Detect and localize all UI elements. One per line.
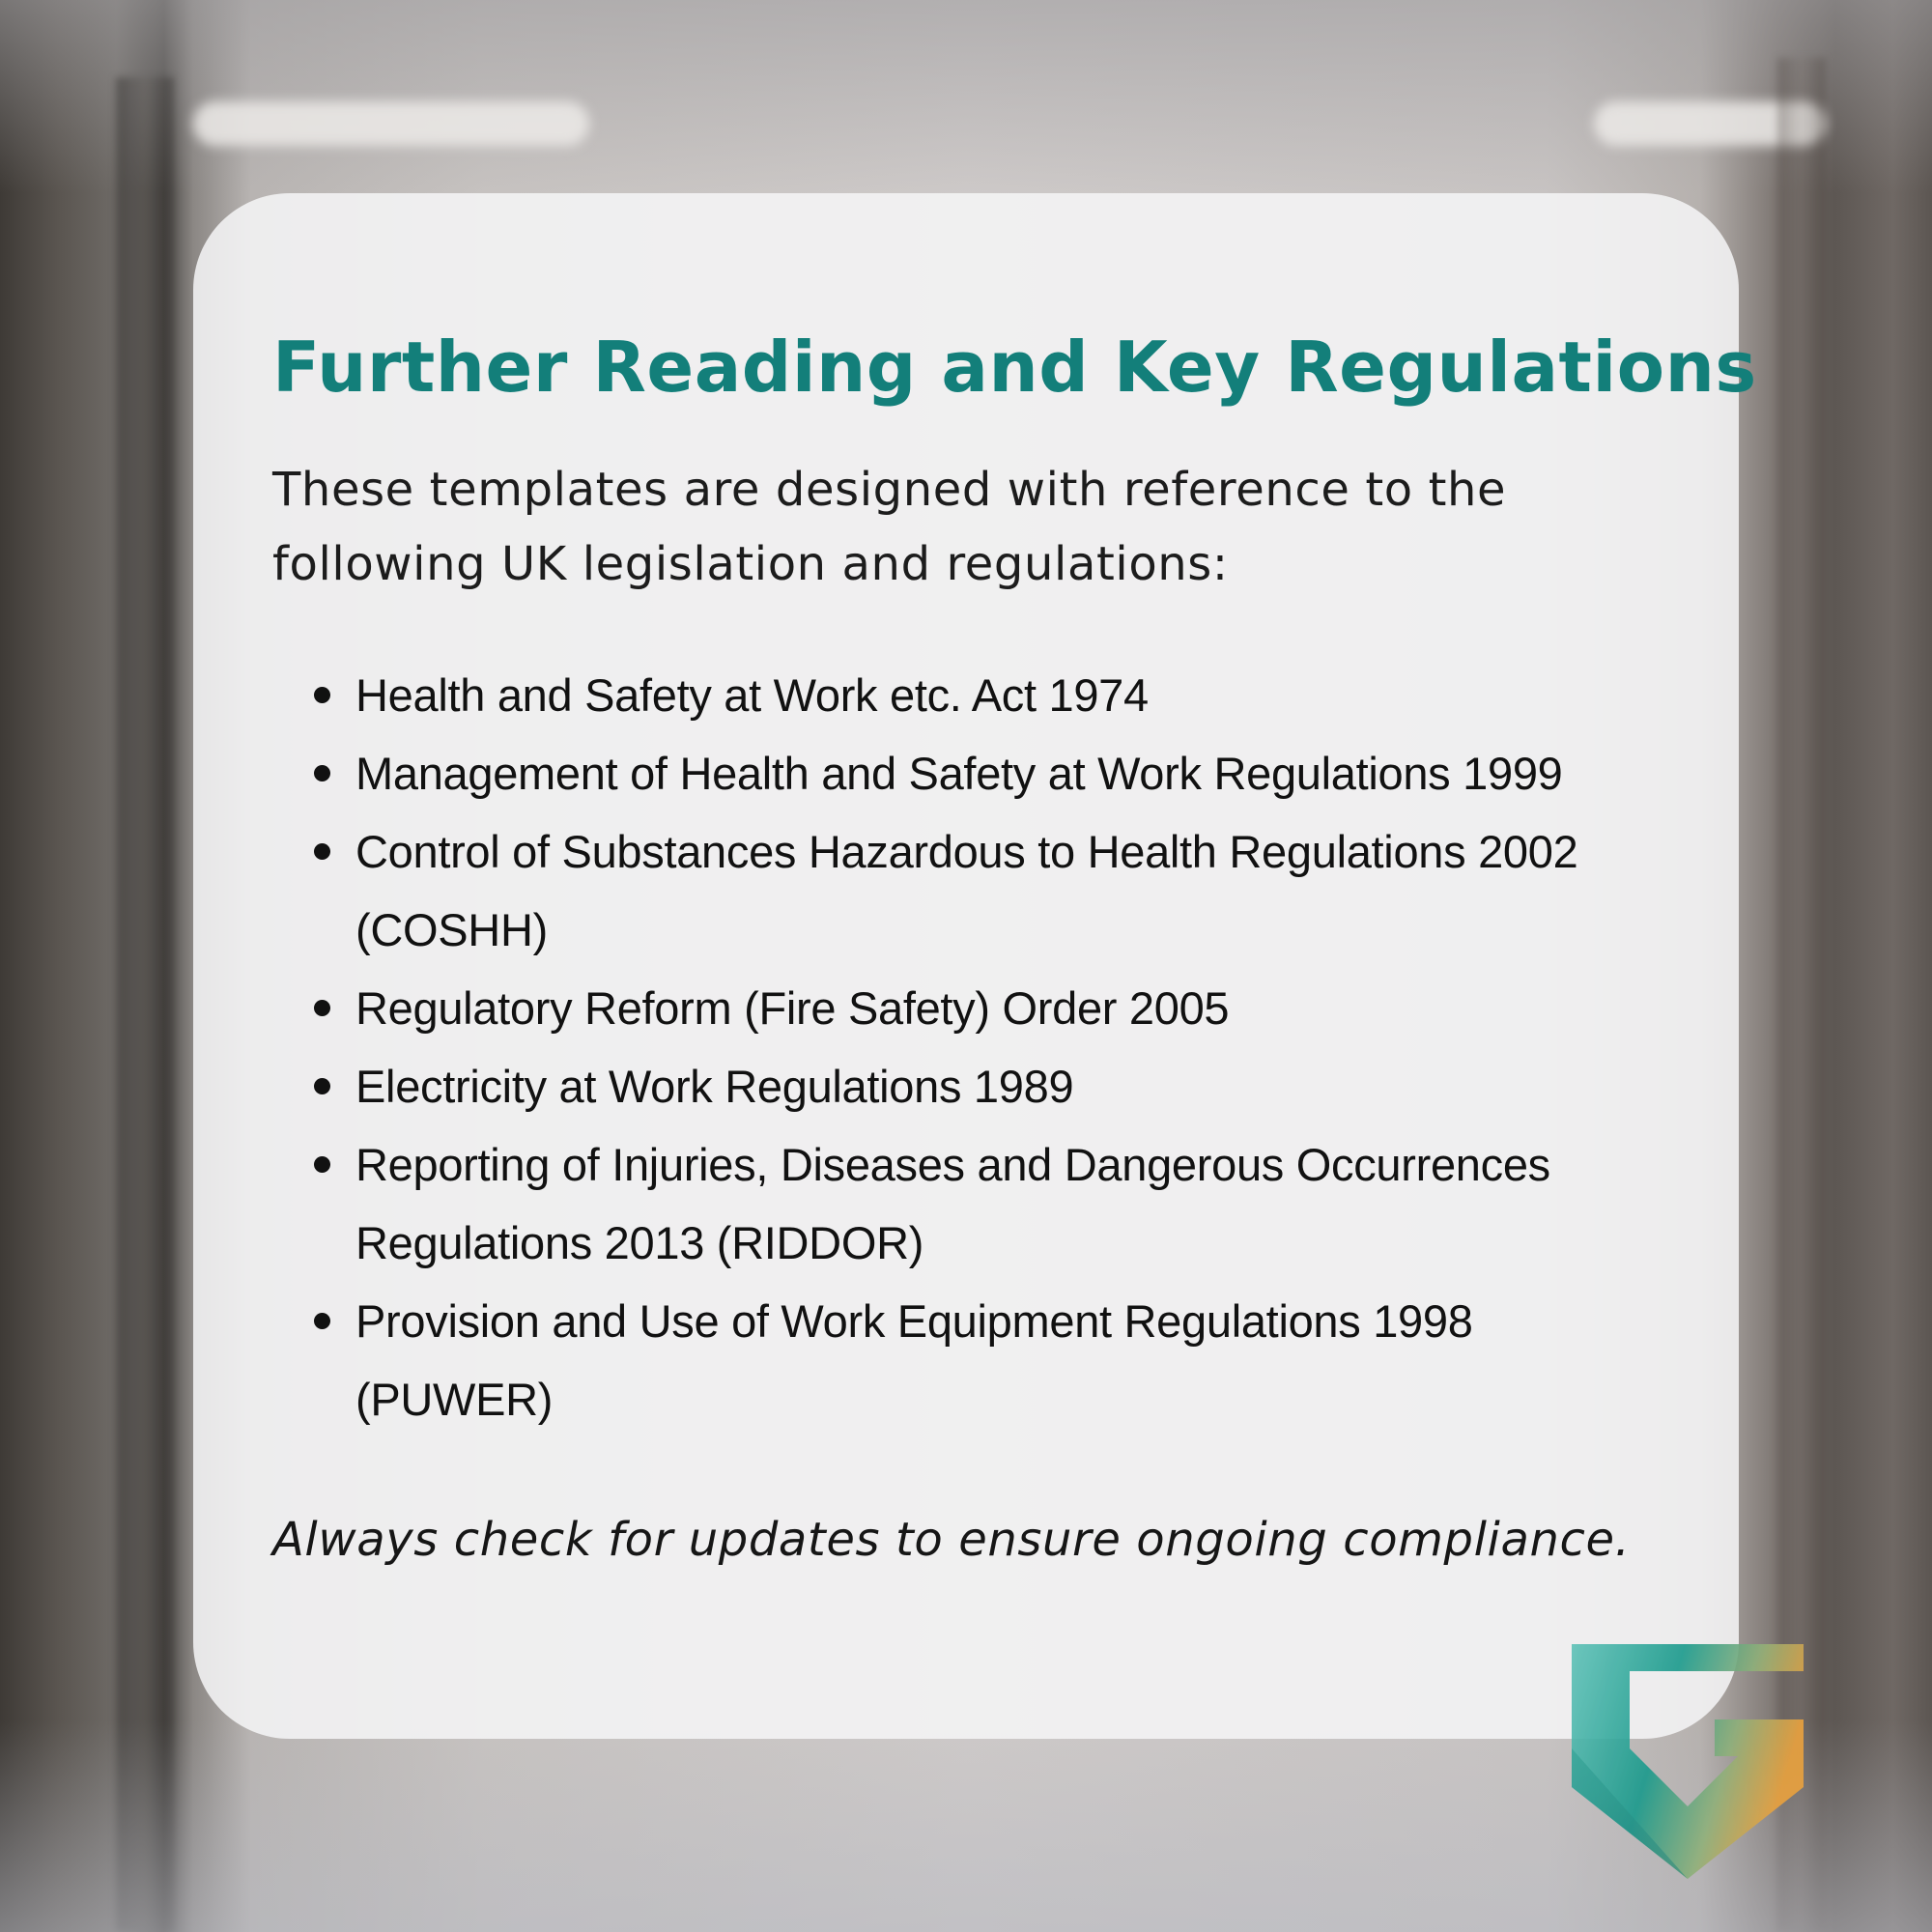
bullet-icon <box>314 1078 330 1094</box>
bullet-icon <box>314 1000 330 1016</box>
regulation-label: Control of Substances Hazardous to Health Regulations 2002 (COSHH) <box>355 826 1578 955</box>
list-item <box>272 734 1662 812</box>
regulation-label: Provision and Use of Work Equipment Regulations 1998 (PUWER) <box>355 1295 1473 1425</box>
list-item <box>272 1282 1662 1438</box>
ceiling-shade <box>0 0 1932 193</box>
intro-text: These templates are designed with reference to the following UK legislation and regulations: <box>272 463 1507 591</box>
bullet-icon <box>314 687 330 703</box>
compliance-note: Always check for updates to ensure ongoing compliance. <box>272 1513 1631 1567</box>
regulation-label: Health and Safety at Work etc. Act 1974 <box>355 669 1149 721</box>
page-title: Further Reading and Key Regulations <box>272 327 1757 408</box>
regulation-label: Management of Health and Safety at Work Regulations 1999 <box>355 748 1563 799</box>
list-item <box>272 1047 1662 1125</box>
regulation-label: Electricity at Work Regulations 1989 <box>355 1061 1074 1112</box>
shield-g-logo-icon <box>1570 1642 1806 1884</box>
bullet-icon <box>314 765 330 781</box>
ceiling-light <box>193 101 589 146</box>
regulation-label: Reporting of Injuries, Diseases and Dangerous Occurrences Regulations 2013 (RIDDOR) <box>355 1139 1550 1268</box>
bullet-icon <box>314 843 330 860</box>
list-item <box>272 656 1662 734</box>
list-item <box>272 812 1662 969</box>
regulations-list <box>272 656 1662 1438</box>
list-item <box>272 969 1662 1047</box>
content-card <box>193 193 1757 1739</box>
list-item <box>272 1125 1662 1282</box>
regulation-label: Regulatory Reform (Fire Safety) Order 2005 <box>355 982 1230 1034</box>
door-frame-left <box>116 77 174 1932</box>
bullet-icon <box>314 1156 330 1173</box>
bullet-icon <box>314 1313 330 1329</box>
